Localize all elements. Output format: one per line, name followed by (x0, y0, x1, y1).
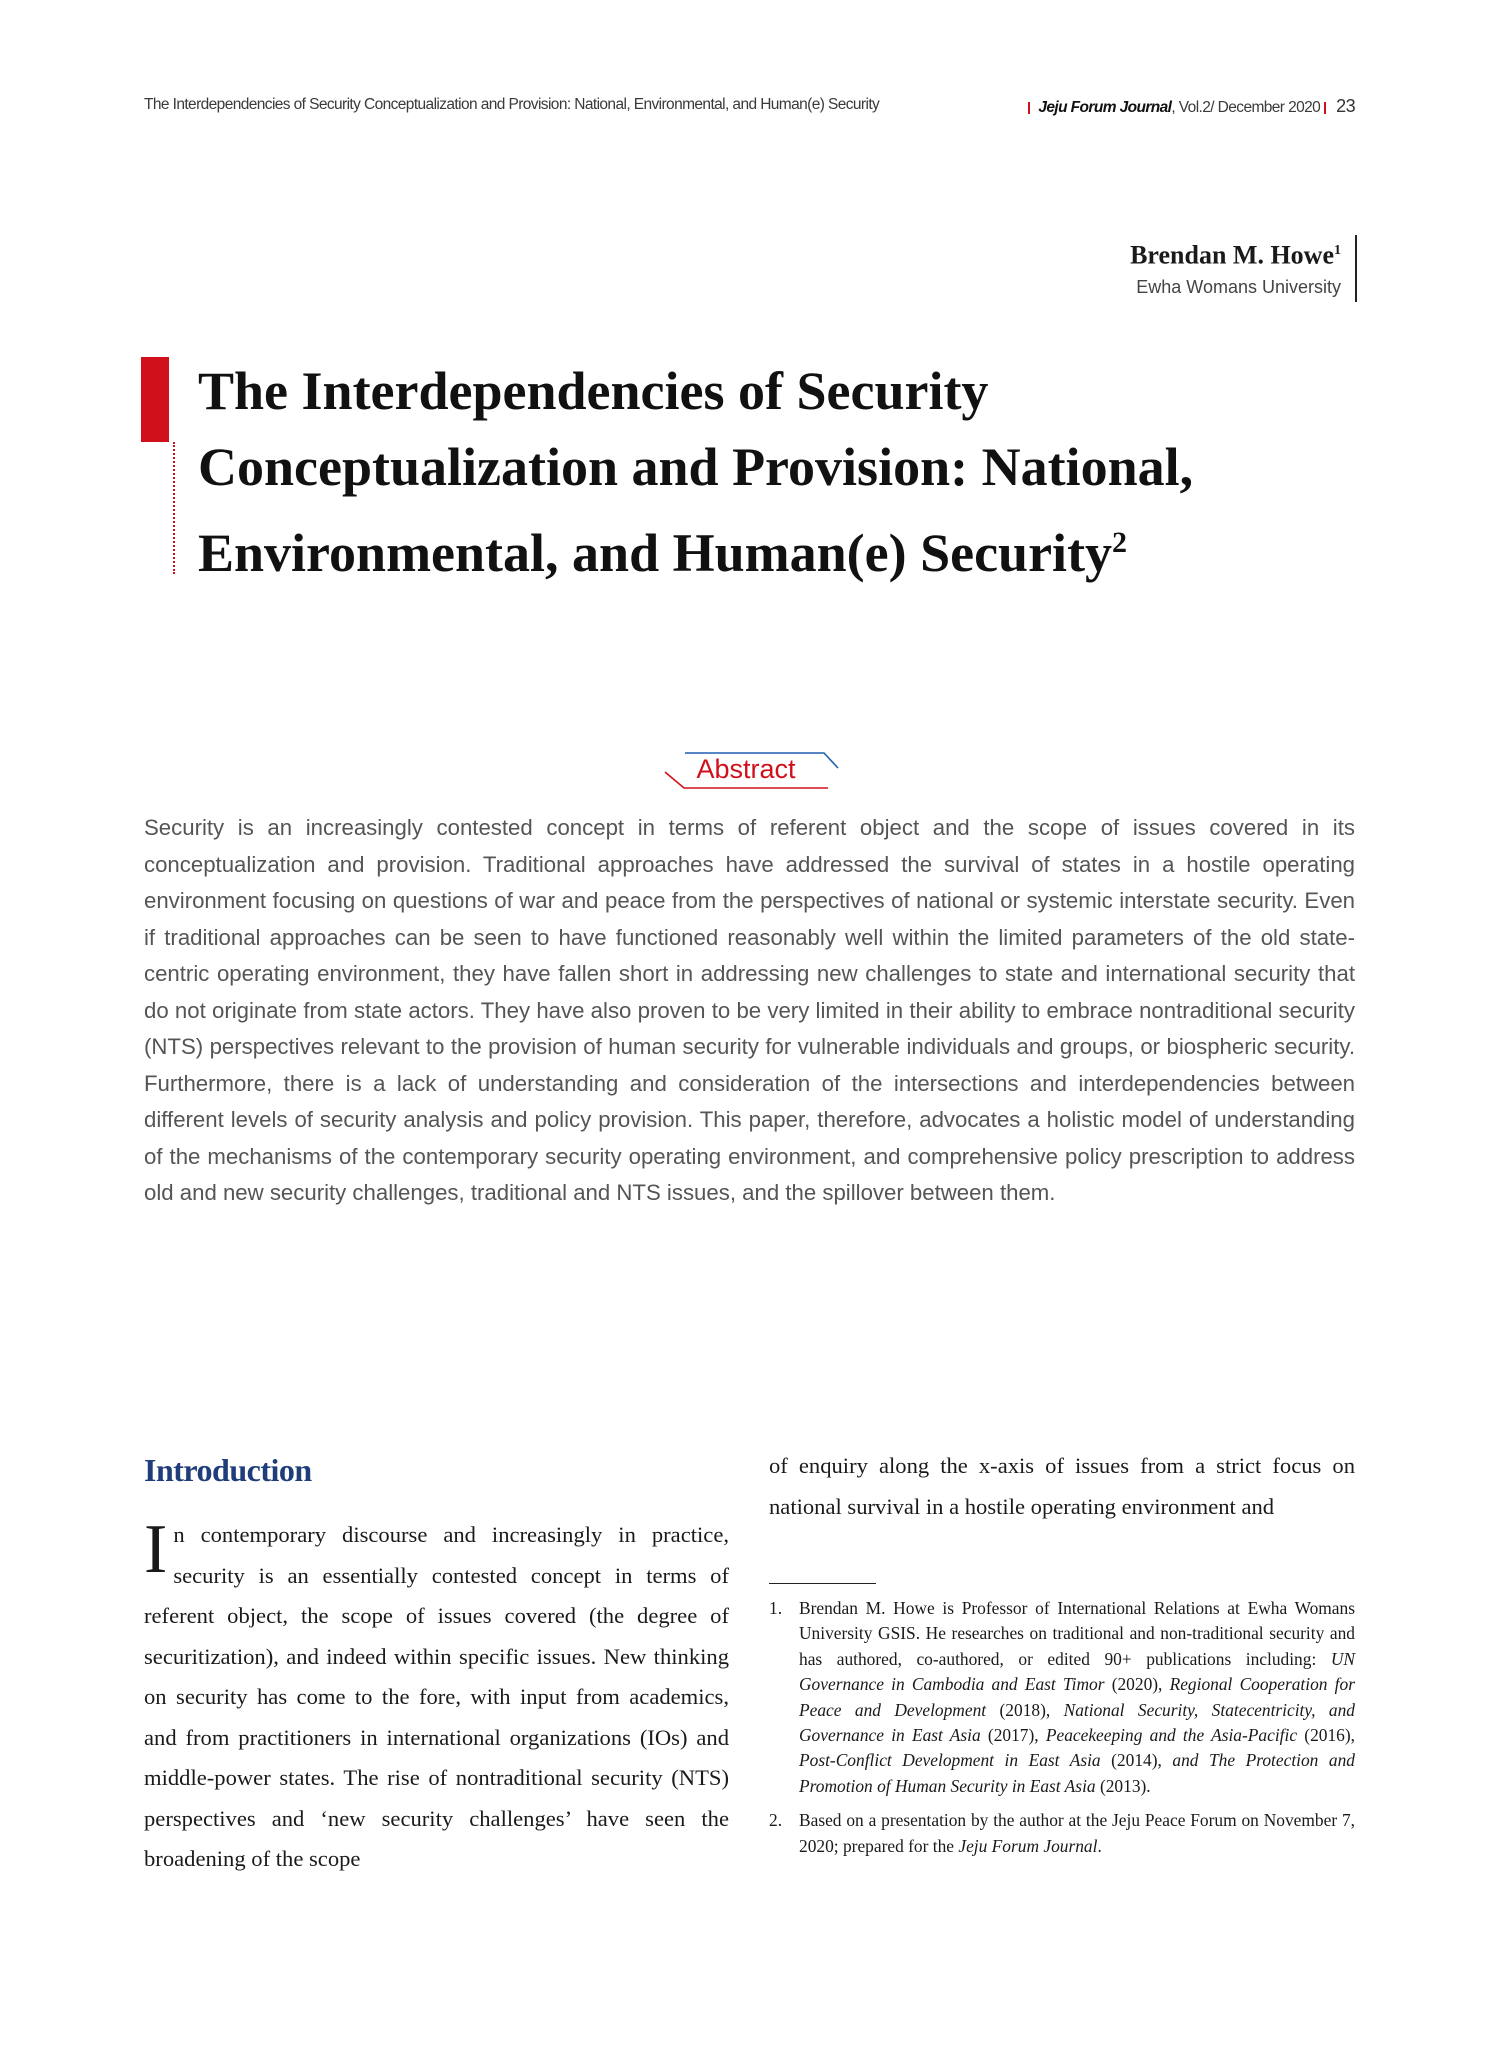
footnote-text: . (1097, 1835, 1102, 1856)
title-dotted-line (173, 442, 175, 574)
footnote-title-italic: Jeju Forum Journal (958, 1835, 1098, 1856)
footnote-text: (2013). (1095, 1775, 1151, 1796)
author-name-text: Brendan M. Howe (1130, 240, 1334, 270)
right-column (769, 1445, 1355, 1527)
running-head-journal-info (1024, 96, 1355, 117)
footnote-title-italic: and The Protection and Promotion of Human Security in East Asia (799, 1750, 1355, 1796)
footnote-2 (769, 1808, 1355, 1859)
footnote-text: Based on a presentation by the author at the Jeju Peace Forum on November 7, 2020; prepared for the (799, 1810, 1355, 1856)
footnote-title-italic: Peacekeeping and the Asia-Pacific (1045, 1725, 1298, 1746)
page-number: 23 (1336, 96, 1355, 116)
footnote-text: Brendan M. Howe is Professor of International Relations at Ewha Womans University GSIS. He researches on traditional and non-traditional security and has authored, co-authored, or edited 90+ publications including: (799, 1598, 1355, 1669)
title-line-3: Environmental, and Human(e) Security (198, 523, 1113, 583)
footnote-text: (2020), (1104, 1674, 1170, 1695)
footnote-text: (2017), (980, 1725, 1046, 1746)
title-line-2: Conceptualization and Provision: National, (198, 437, 1194, 497)
abstract-label-box (660, 748, 840, 796)
footnote-title-italic: Regional Cooperation for Peace and Development (799, 1674, 1355, 1720)
separator-bar (1324, 102, 1326, 114)
footnote-text: (2014), (1100, 1750, 1173, 1771)
running-head-title: The Interdependencies of Security Conceptualization and Provision: National, Environmental, and Human(e) Security (144, 96, 880, 113)
footnotes (769, 1596, 1355, 1868)
left-column (144, 1445, 729, 1880)
author-name (1130, 235, 1341, 272)
author-footnote-marker: 1 (1334, 243, 1341, 258)
abstract-label: Abstract (696, 754, 796, 784)
footnote-number: 1. (769, 1598, 783, 1618)
abstract-text: Security is an increasingly contested concept in terms of referent object and the scope of issues covered in its conceptualization and provision. Traditional approaches have addressed the survival of states in a hostile operating environment focusing on questions of war and peace from the perspectives of national or systemic interstate security. Even if traditional approaches can be seen to have functioned reasonably well within the limited parameters of the old state-centric operating environment, they have fallen short in addressing new challenges to state and international security that do not originate from state actors. They have also proven to be very limited in their ability to embrace nontraditional security (NTS) perspectives relevant to the provision of human security for vulnerable individuals and groups, or biospheric security. Furthermore, there is a lack of understanding and consideration of the intersections and interdependencies between different levels of security analysis and policy provision. This paper, therefore, advocates a holistic model of understanding of the mechanisms of the contemporary security operating environment, and comprehensive policy prescription to address old and new security challenges, traditional and NTS issues, and the spillover between them. (144, 815, 1355, 1205)
footnote-title-italic: Post-Conflict Development in East Asia (799, 1750, 1101, 1771)
footnote-text: (2018), (986, 1699, 1064, 1720)
footnote-number: 2. (769, 1810, 783, 1831)
introduction-continuation: of enquiry along the x-axis of issues from a strict focus on national survival in a hostile operating environment and (769, 1453, 1355, 1519)
title-footnote-marker: 2 (1112, 526, 1128, 559)
footnote-1 (769, 1596, 1355, 1799)
paper-title (198, 353, 1378, 591)
introduction-text: n contemporary discourse and increasingly in practice, security is an essentially contested concept in terms of referent object, the scope of issues covered (the degree of securitization), and indeed within specific issues. New thinking on security has come to the fore, with input from academics, and from practitioners in international organizations (IOs) and middle-power states. The rise of nontraditional security (NTS) perspectives and ‘new security challenges’ have seen the broadening of the scope (144, 1522, 729, 1871)
journal-issue: , Vol.2/ December 2020 (1171, 99, 1321, 116)
author-block (1130, 235, 1357, 302)
footnote-rule (769, 1583, 876, 1584)
footnote-title-italic: National Security, Statecentricity, and Governance in East Asia (799, 1699, 1355, 1746)
introduction-heading: Introduction (144, 1452, 312, 1488)
running-head (144, 96, 1355, 122)
drop-cap: I (144, 1511, 168, 1588)
introduction-paragraph (144, 1511, 729, 1880)
author-affiliation: Ewha Womans University (1136, 276, 1341, 297)
title-line-1: The Interdependencies of Security (198, 361, 989, 421)
title-accent-bar (141, 357, 169, 442)
footnote-text: (2016), (1297, 1725, 1355, 1746)
footnote-title-italic: UN Governance in Cambodia and East Timor (799, 1648, 1355, 1695)
journal-name: Jeju Forum Journal (1038, 99, 1172, 116)
separator-bar (1028, 102, 1030, 114)
